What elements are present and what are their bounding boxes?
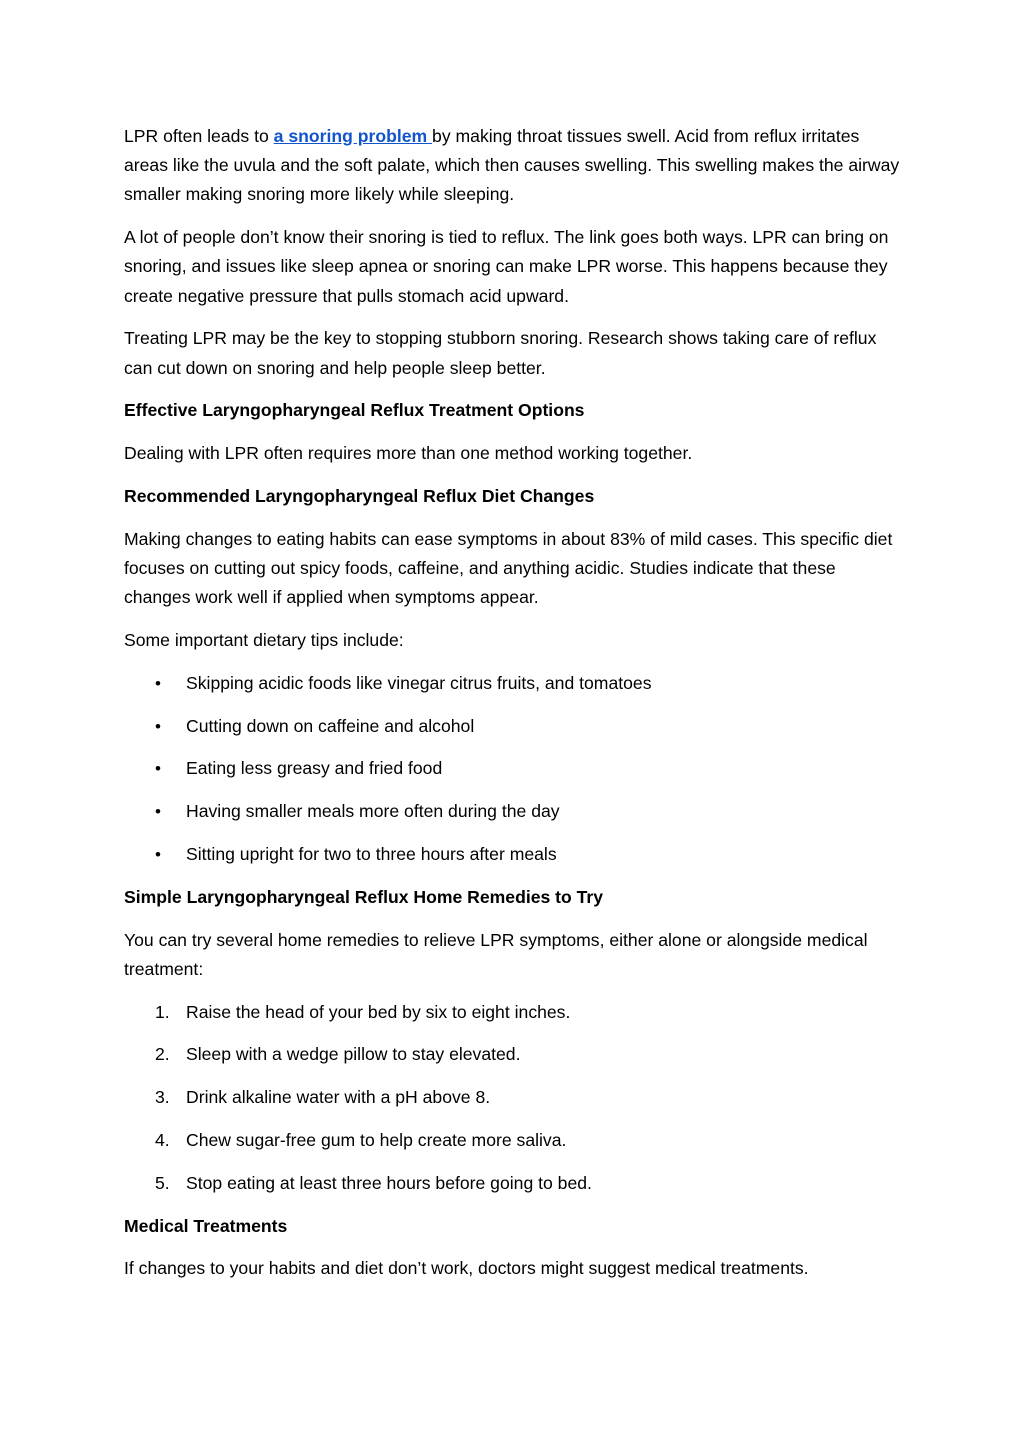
list-item-text: Stop eating at least three hours before going to bed. xyxy=(186,1172,592,1193)
list-item xyxy=(124,1083,904,1112)
bullet-marker: • xyxy=(155,673,161,693)
home-remedies-heading: Simple Laryngopharyngeal Reflux Home Remedies to Try xyxy=(124,886,604,907)
home-remedies-list xyxy=(124,998,904,1198)
treatment-options-heading: Effective Laryngopharyngeal Reflux Treatment Options xyxy=(124,400,585,421)
list-number: 5. xyxy=(155,1172,170,1193)
list-item xyxy=(124,840,904,869)
list-item-text: Chew sugar-free gum to help create more saliva. xyxy=(186,1129,567,1150)
list-item xyxy=(124,754,904,783)
intro-paragraph-3: Treating LPR may be the key to stopping stubborn snoring. Research shows taking care of reflux can cut down on snoring and help people sleep better. xyxy=(124,328,877,378)
list-item xyxy=(124,1169,904,1198)
medical-treatments-heading: Medical Treatments xyxy=(124,1215,288,1236)
bullet-marker: • xyxy=(155,844,161,864)
intro-paragraph-1 xyxy=(124,122,904,210)
document-page xyxy=(124,122,904,1297)
list-number: 4. xyxy=(155,1129,170,1150)
list-item-text: Eating less greasy and fried food xyxy=(186,758,443,779)
snoring-problem-link[interactable]: a snoring problem xyxy=(273,126,433,146)
dietary-tips-list xyxy=(124,669,904,869)
dietary-tips-intro: Some important dietary tips include: xyxy=(124,630,404,650)
list-item xyxy=(124,1040,904,1069)
list-number: 1. xyxy=(155,1001,170,1022)
list-item xyxy=(124,712,904,741)
bullet-marker: • xyxy=(155,802,161,822)
diet-changes-heading: Recommended Laryngopharyngeal Reflux Diet Changes xyxy=(124,486,595,506)
list-item-text: Raise the head of your bed by six to eight inches. xyxy=(186,1001,571,1022)
list-item xyxy=(124,998,904,1027)
intro-text-before-link: LPR often leads to xyxy=(124,126,274,146)
medical-treatments-paragraph: If changes to your habits and diet don’t work, doctors might suggest medical treatments. xyxy=(124,1258,809,1279)
diet-changes-paragraph: Making changes to eating habits can ease symptoms in about 83% of mild cases. This specific diet focuses on cutting out spicy foods, caffeine, and anything acidic. Studies indicate that these changes work well if applied when symptoms appear. xyxy=(124,528,893,608)
list-item-text: Sitting upright for two to three hours after meals xyxy=(186,843,557,864)
bullet-marker: • xyxy=(155,759,161,779)
list-item xyxy=(124,1126,904,1155)
intro-paragraph-2: A lot of people don’t know their snoring is tied to reflux. The link goes both ways. LPR can bring on snoring, and issues like sleep apnea or snoring can make LPR worse. This happens because they create negative pressure that pulls stomach acid upward. xyxy=(124,227,889,306)
list-item xyxy=(124,797,904,826)
home-remedies-paragraph: You can try several home remedies to relieve LPR symptoms, either alone or alongside medical treatment: xyxy=(124,929,868,979)
treatment-options-paragraph: Dealing with LPR often requires more than one method working together. xyxy=(124,443,693,464)
list-number: 3. xyxy=(155,1087,170,1108)
intro-text-after-link: by making throat tissues swell. Acid from reflux irritates areas like the uvula and the soft palate, which then causes swelling. This swelling makes the airway smaller making snoring more likely while sleeping. xyxy=(124,126,900,205)
list-item-text: Sleep with a wedge pillow to stay elevated. xyxy=(186,1044,521,1065)
list-item xyxy=(124,669,904,698)
list-item-text: Having smaller meals more often during the day xyxy=(186,801,560,822)
list-item-text: Skipping acidic foods like vinegar citrus fruits, and tomatoes xyxy=(186,672,652,693)
bullet-marker: • xyxy=(155,716,161,736)
list-item-text: Cutting down on caffeine and alcohol xyxy=(186,715,475,736)
list-item-text: Drink alkaline water with a pH above 8. xyxy=(186,1087,491,1108)
list-number: 2. xyxy=(155,1044,170,1065)
